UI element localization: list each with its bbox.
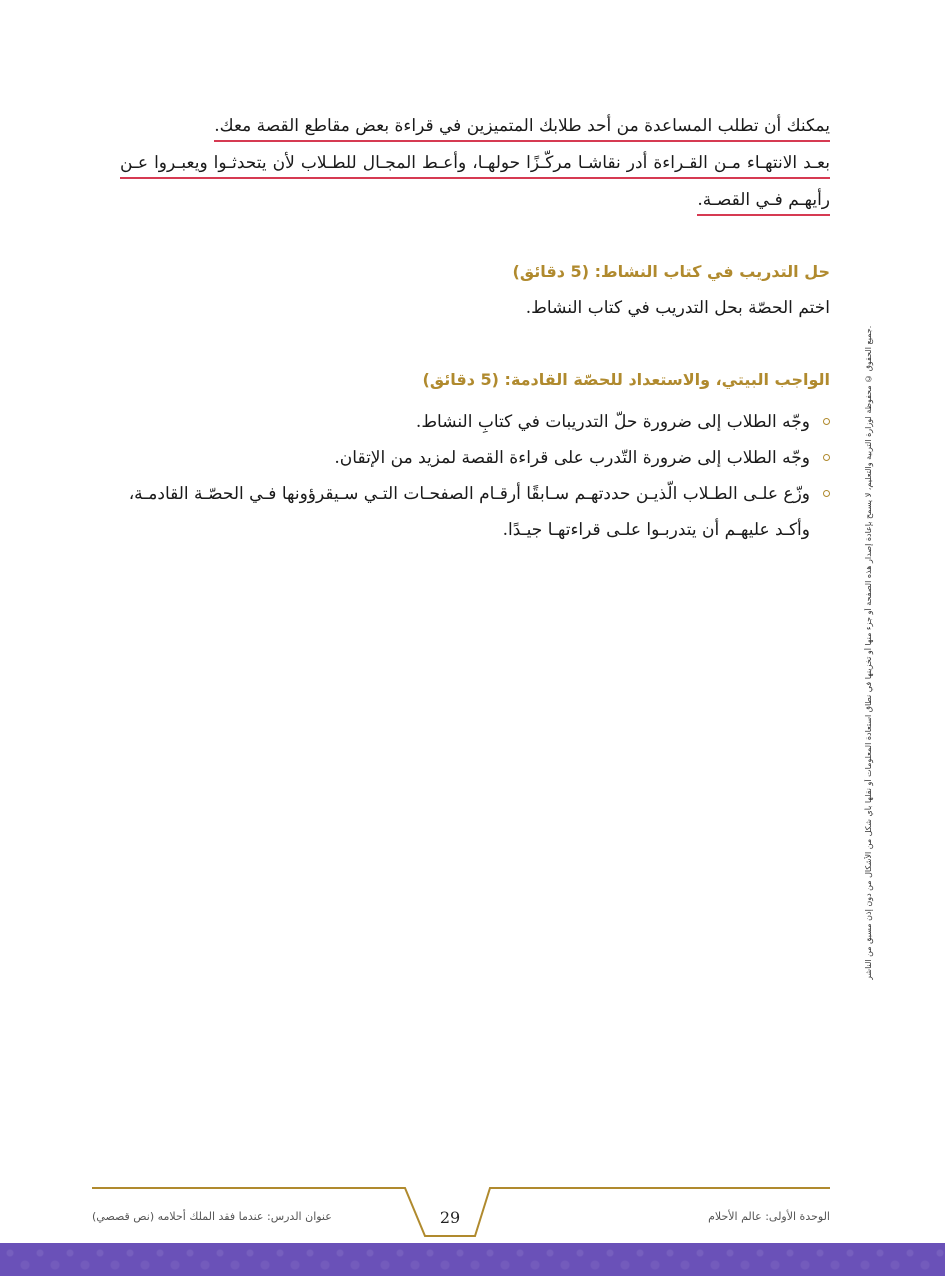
section-text-activity: اختم الحصّة بحل التدريب في كتاب النشاط. [525,298,830,318]
bullet-continuation: وأكـد عليهـم أن يتدربـوا علـى قراءتهـا جيـدًا. [502,520,810,540]
section-heading-homework: الواجب البيتي، والاستعداد للحصّة القادمة: (5 دقائق) [422,370,830,389]
intro-line-2: بعـد الانتهـاء مـن القـراءة أدر نقاشـا مركّـزًا حولهـا، وأعـط المجـال للطـلاب لأن يتحدثـوا ويعبـروا عـن [120,151,830,179]
footer-lesson-title: عنوان الدرس: عندما فقد الملك أحلامه (نص قصصي) [92,1210,332,1223]
list-item [115,404,830,440]
intro-line-1: يمكنك أن تطلب المساعدة من أحد طلابك المتميزين في قراءة بعض مقاطع القصة معك. [214,114,830,142]
decorative-bottom-band [0,1243,945,1276]
bullet-circle-icon [823,418,830,425]
bullet-text: وجّه الطلاب إلى ضرورة التّدرب على قراءة القصة لمزيد من الإتقان. [334,448,810,468]
bullet-text: وجّه الطلاب إلى ضرورة حلّ التدريبات في كتابِ النشاط. [415,412,810,432]
bullet-circle-icon [823,490,830,497]
intro-line-3: رأيهـم فـي القصـة. [697,188,830,216]
list-item [115,476,830,512]
bullet-circle-icon [823,454,830,461]
list-item [115,440,830,476]
copyright-side-note: جميع الحقوق © محفوظة لوزارة التربية والتعليم، لا يسمح بإعادة إصدار هذه الصفحة أو جزء منها أو تخزينها في نطاق استعادة المعلومات أو نقلها بأي شكل من الأشكال من دون إذن مسبق من الناشر. [864,325,873,980]
section-heading-activity: حل التدريب في كتاب النشاط: (5 دقائق) [512,262,830,281]
footer-unit-title: الوحدة الأولى: عالم الأحلام [708,1210,830,1223]
homework-bullet-list [115,404,830,548]
bullet-text: وزّع علـى الطـلاب الّذيـن حددتهـم سـابقًا أرقـام الصفحـات التـي سـيقرؤونها فـي الحصّـة القادمـة، [128,484,810,504]
page-number: 29 [439,1208,461,1227]
